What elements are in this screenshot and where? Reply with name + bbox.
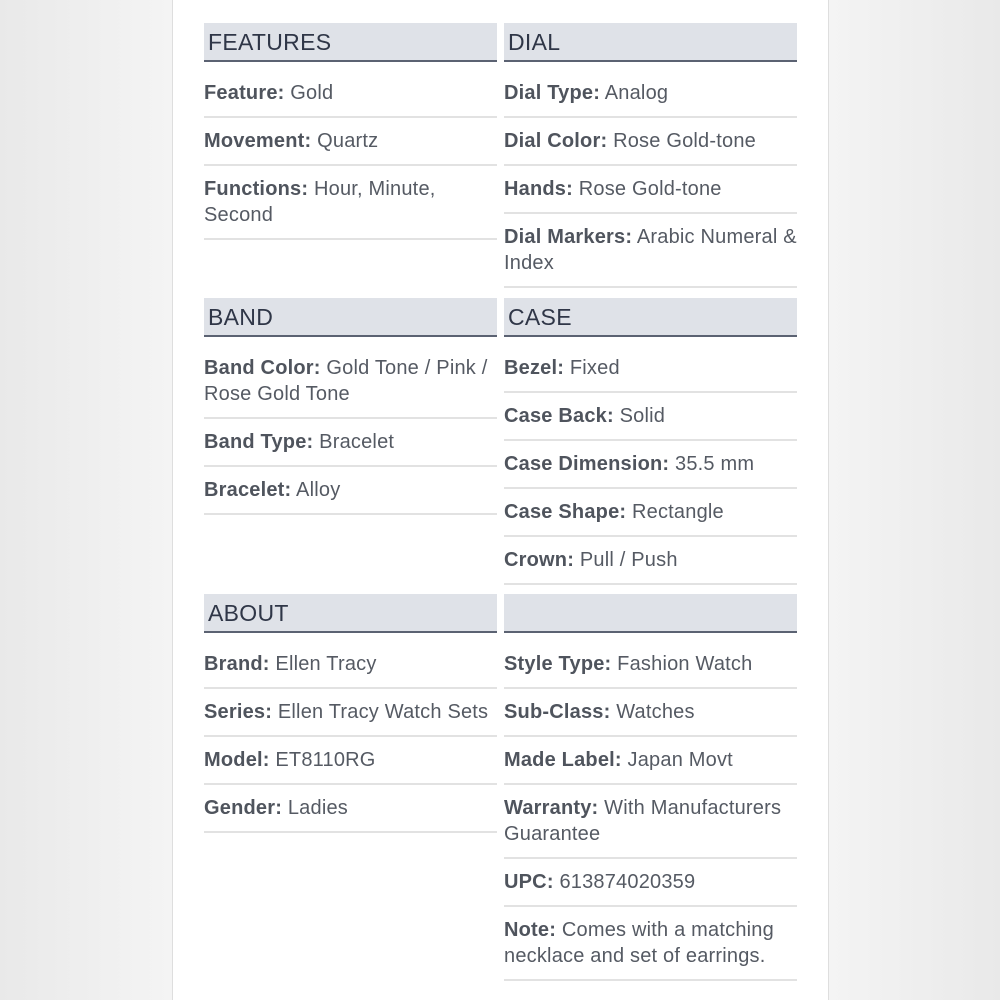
spec-label: Hands: xyxy=(504,178,573,200)
spec-row-band-type xyxy=(204,419,497,467)
spec-value: Quartz xyxy=(311,130,379,152)
spec-value: Alloy xyxy=(291,479,341,501)
spec-value: Arabic Numeral & Index xyxy=(504,226,797,274)
spec-value: Ellen Tracy xyxy=(269,653,377,675)
spec-value: Watches xyxy=(610,701,695,723)
spec-value: Rectangle xyxy=(626,501,724,523)
spec-row-bezel xyxy=(504,345,797,393)
spec-value: Japan Movt xyxy=(621,749,733,771)
spec-row-feature xyxy=(204,70,497,118)
spec-label: Crown: xyxy=(504,549,575,571)
dial-header: DIAL xyxy=(504,23,797,62)
spec-label: Style Type: xyxy=(504,653,612,675)
spec-value: Rose Gold-tone xyxy=(572,178,722,200)
spec-row-sub-class xyxy=(504,689,797,737)
spec-label: Movement: xyxy=(204,130,312,152)
spec-label: Band Type: xyxy=(204,431,314,453)
spec-value: Bracelet xyxy=(313,431,395,453)
spec-value: Comes with a matching necklace and set of earrings. xyxy=(504,919,774,967)
spec-value: Fixed xyxy=(564,357,620,379)
spec-label: Series: xyxy=(204,701,273,723)
spec-row-crown xyxy=(504,537,797,585)
spec-label: Dial Markers: xyxy=(504,226,633,248)
band-header: BAND xyxy=(204,298,497,337)
spec-row-movement xyxy=(204,118,497,166)
other-section xyxy=(504,594,797,981)
spec-row-note xyxy=(504,907,797,981)
spec-label: Dial Color: xyxy=(504,130,608,152)
spec-value: Gold xyxy=(284,82,334,104)
spec-row-dial-markers xyxy=(504,214,797,288)
dial-section xyxy=(504,23,797,288)
spec-value: Solid xyxy=(613,405,666,427)
spec-label: Case Dimension: xyxy=(504,453,670,475)
spec-row-hands xyxy=(504,166,797,214)
spec-row-upc xyxy=(504,859,797,907)
about-section xyxy=(204,594,497,833)
background-left xyxy=(0,0,172,1000)
spec-row-dial-type xyxy=(504,70,797,118)
features-header: FEATURES xyxy=(204,23,497,62)
spec-row-band-color xyxy=(204,345,497,419)
spec-row-dial-color xyxy=(504,118,797,166)
spec-label: Functions: xyxy=(204,178,309,200)
spec-label: Gender: xyxy=(204,797,283,819)
spec-label: Made Label: xyxy=(504,749,622,771)
spec-value: Fashion Watch xyxy=(611,653,753,675)
about-header: ABOUT xyxy=(204,594,497,633)
spec-label: Note: xyxy=(504,919,557,941)
spec-value: Hour, Minute, Second xyxy=(204,178,436,226)
spec-label: Sub-Class: xyxy=(504,701,611,723)
spec-label: Feature: xyxy=(204,82,285,104)
spec-row-functions xyxy=(204,166,497,240)
features-section xyxy=(204,23,497,240)
spec-value: Ladies xyxy=(282,797,348,819)
spec-label: Case Shape: xyxy=(504,501,627,523)
spec-row-brand xyxy=(204,641,497,689)
spec-value: Gold Tone / Pink / Rose Gold Tone xyxy=(204,357,488,405)
spec-row-made-label xyxy=(504,737,797,785)
specs-sheet xyxy=(172,0,829,1000)
spec-value: With Manufacturers Guarantee xyxy=(504,797,782,845)
spec-row-case-back xyxy=(504,393,797,441)
band-section xyxy=(204,298,497,515)
background-right xyxy=(828,0,1000,1000)
spec-value: ET8110RG xyxy=(269,749,376,771)
spec-label: Brand: xyxy=(204,653,270,675)
spec-row-case-shape xyxy=(504,489,797,537)
case-section xyxy=(504,298,797,585)
spec-label: Dial Type: xyxy=(504,82,601,104)
spec-row-warranty xyxy=(504,785,797,859)
spec-row-bracelet xyxy=(204,467,497,515)
spec-label: Warranty: xyxy=(504,797,599,819)
spec-row-case-dimension xyxy=(504,441,797,489)
case-header: CASE xyxy=(504,298,797,337)
spec-value: Rose Gold-tone xyxy=(607,130,756,152)
spec-label: Bezel: xyxy=(504,357,565,379)
spec-value: Analog xyxy=(600,82,669,104)
spec-label: Band Color: xyxy=(204,357,321,379)
other-header xyxy=(504,594,797,633)
spec-label: Model: xyxy=(204,749,270,771)
spec-value: Pull / Push xyxy=(574,549,678,571)
spec-row-gender xyxy=(204,785,497,833)
spec-label: UPC: xyxy=(504,871,554,893)
spec-value: Ellen Tracy Watch Sets xyxy=(272,701,489,723)
spec-row-series xyxy=(204,689,497,737)
spec-label: Case Back: xyxy=(504,405,614,427)
spec-value: 613874020359 xyxy=(553,871,696,893)
spec-row-style-type xyxy=(504,641,797,689)
spec-label: Bracelet: xyxy=(204,479,292,501)
spec-value: 35.5 mm xyxy=(669,453,755,475)
spec-row-model xyxy=(204,737,497,785)
